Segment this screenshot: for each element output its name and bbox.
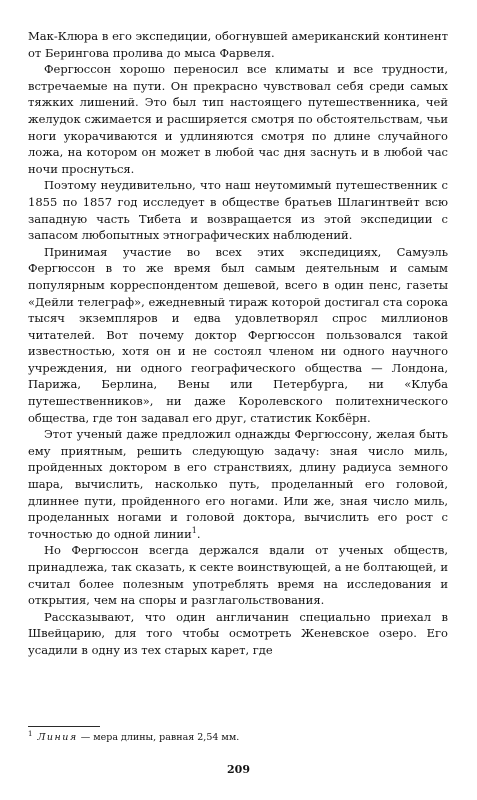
page-body <box>28 28 448 659</box>
footnote-reference: 1 <box>191 525 197 535</box>
paragraph-text: Этот ученый даже предложил однажды Фергюссону, желая быть ему приятным, решить следующую задачу: зная число миль, пройденных доктором в его странствиях, длину радиуса земного шара, вычислить, насколько путь, проделанный его головой, длиннее пути, пройденного его ногами. Или же, зная число миль, проделанных ногами и головой доктора, вычислить его рост с точностью до одной линии <box>28 427 448 541</box>
page-number: 209 <box>227 763 250 776</box>
paragraph-tail: . <box>196 526 201 541</box>
footnote-divider <box>28 726 100 727</box>
paragraph: Мак-Клюра в его экспедиции, обогнувшей американский континент от Берингова пролива до мыса Фарвеля. <box>28 29 448 60</box>
paragraph: Поэтому неудивительно, что наш неутомимый путешественник с 1855 по 1857 год исследует в обществе братьев Шлагинтвейт всю западную часть Тибета и возвращается из этой экспедиции с запасом любопытных этнографических наблюдений. <box>28 178 448 243</box>
footnote-text: — мера длины, равная 2,54 мм. <box>77 732 240 743</box>
paragraph-with-footnote <box>28 426 448 542</box>
paragraph: Фергюссон хорошо переносил все климаты и все трудности, встречаемые на пути. Он прекрасно чувствовал себя среди самых тяжких лишений. Это был тип настоящего путешественника, чей желудок сжимается и расширяется смотря по обстоятельствам, чьи ноги укорачиваются и удлиняются смотря по длине случайного ложа, на котором он может в любой час дня заснуть и в любой час ночи проснуться. <box>28 62 448 176</box>
footnote <box>28 731 448 744</box>
paragraph: Принимая участие во всех этих экспедициях, Самуэль Фергюссон в то же время был самым деятельным и самым популярным корреспондентом дешевой, всего в один пенс, газеты «Дейли телеграф», ежедневный тираж которой достигал ста сорока тысяч экземпляров и едва удовлетворял спрос миллионов читателей. Вот почему доктор Фергюссон пользовался такой известностью, хотя он и не состоял членом ни одного научного учреждения, ни одного географического общества — Лондона, Парижа, Берлина, Вены или Петербурга, ни «Клуба путешественников», ни даже Королевского политехнического общества, где тон задавал его друг, статистик Кокбёрн. <box>28 244 448 425</box>
paragraph: Но Фергюссон всегда держался вдали от ученых обществ, принадлежа, так сказать, к секте воинствующей, а не болтающей, и считал более полезным употреблять время на исследования и открытия, чем на споры и разглагольствования. <box>28 543 448 608</box>
footnote-term: Линия <box>37 732 78 743</box>
footnote-marker: 1 <box>28 729 33 738</box>
paragraph: Рассказывают, что один англичанин специально приехал в Швейцарию, для того чтобы осмотреть Женевское озеро. Его усадили в одну из тех старых карет, где <box>28 609 448 657</box>
